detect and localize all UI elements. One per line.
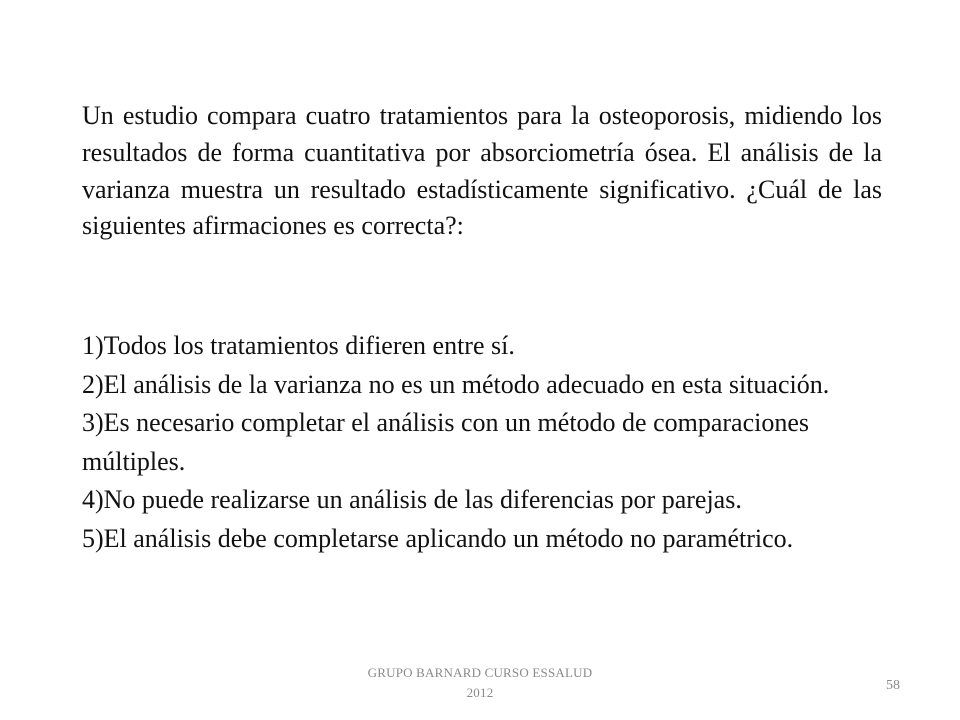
answer-option-3: 3)Es necesario completar el análisis con un método de comparaciones múltiples. bbox=[82, 408, 810, 476]
footer-text bbox=[330, 663, 630, 703]
question-text: Un estudio compara cuatro tratamientos para la osteoporosis, midiendo los resultados de forma cuantitativa por absorciometría ósea. El análisis de la varianza muestra un resultado estadísticamente significativo. ¿Cuál de las siguientes afirmaciones es correcta?: bbox=[82, 101, 882, 241]
footer-line-1: GRUPO BARNARD CURSO ESSALUD bbox=[367, 665, 593, 680]
answer-option-5: 5)El análisis debe completarse aplicando un método no paramétrico. bbox=[82, 523, 794, 553]
answer-option-1: 1)Todos los tratamientos difieren entre sí. bbox=[82, 331, 515, 360]
answer-option-2: 2)El análisis de la varianza no es un método adecuado en esta situación. bbox=[82, 369, 830, 399]
footer-line-2: 2012 bbox=[466, 685, 494, 700]
answer-option-4: 4)No puede realizarse un análisis de las diferencias por parejas. bbox=[82, 485, 742, 515]
page-number: 58 bbox=[886, 678, 900, 693]
answer-options-list bbox=[82, 327, 902, 559]
